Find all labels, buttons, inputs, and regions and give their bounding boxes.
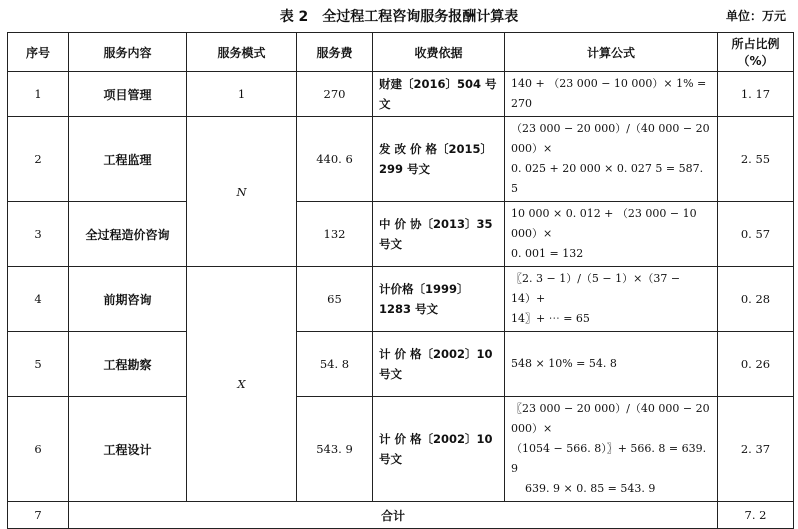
- row-content: 工程勘察: [69, 332, 187, 397]
- row-no: 2: [8, 117, 69, 202]
- row-formula: [505, 202, 718, 267]
- row-fee: 54. 8: [297, 332, 373, 397]
- table-row: [8, 397, 794, 502]
- formula-line: 548 × 10% = 54. 8: [511, 357, 617, 370]
- row-content: 全过程造价咨询: [69, 202, 187, 267]
- header-fee: 服务费: [297, 33, 373, 72]
- row-basis: 计 价 格〔2002〕10 号文: [373, 332, 505, 397]
- mode-x-cell: X: [187, 267, 297, 502]
- row-formula: [505, 332, 718, 397]
- formula-line: 639. 9 × 0. 85 = 543. 9: [525, 482, 656, 495]
- row-content: 工程监理: [69, 117, 187, 202]
- row-content: 前期咨询: [69, 267, 187, 332]
- fee-calculation-table: [7, 32, 794, 529]
- row-no: 3: [8, 202, 69, 267]
- row-mode: 1: [187, 72, 297, 117]
- formula-line: 140 + （23 000 − 10 000）× 1% = 270: [511, 77, 707, 110]
- row-basis: 计 价 格〔2002〕10 号文: [373, 397, 505, 502]
- row-basis: 中 价 协〔2013〕35 号文: [373, 202, 505, 267]
- header-ratio: 所占比例（%）: [718, 33, 794, 72]
- row-formula: [505, 397, 718, 502]
- row-basis: 发 改 价 格〔2015〕299 号文: [373, 117, 505, 202]
- row-ratio: 2. 37: [718, 397, 794, 502]
- row-no: 5: [8, 332, 69, 397]
- table-row: [8, 202, 794, 267]
- formula-line: 〖2. 3 − 1）/（5 − 1）×（37 − 14）+: [511, 272, 681, 305]
- row-content: 工程设计: [69, 397, 187, 502]
- formula-line: 0. 025 + 20 000 × 0. 027 5 = 587. 5: [511, 162, 704, 195]
- row-formula: [505, 267, 718, 332]
- total-row: [8, 502, 794, 529]
- row-ratio: 0. 28: [718, 267, 794, 332]
- table-title: 表 2 全过程工程咨询服务报酬计算表: [279, 9, 519, 25]
- total-no: 7: [8, 502, 69, 529]
- table-row: [8, 267, 794, 332]
- row-fee: 543. 9: [297, 397, 373, 502]
- formula-line: 10 000 × 0. 012 + （23 000 − 10 000）×: [511, 207, 697, 240]
- row-fee: 440. 6: [297, 117, 373, 202]
- row-formula: [505, 72, 718, 117]
- table-row: [8, 72, 794, 117]
- formula-line: （23 000 − 20 000）/（40 000 − 20 000）×: [511, 122, 710, 155]
- unit-label: 单位：万元: [725, 9, 786, 23]
- row-formula: [505, 117, 718, 202]
- formula-line: 14〗+ ⋯ = 65: [511, 312, 590, 325]
- formula-line: 0. 001 = 132: [511, 247, 584, 260]
- row-basis: 财建〔2016〕504 号文: [373, 72, 505, 117]
- header-formula: 计算公式: [505, 33, 718, 72]
- row-fee: 270: [297, 72, 373, 117]
- header-no: 序号: [8, 33, 69, 72]
- row-no: 6: [8, 397, 69, 502]
- formula-line: 〖23 000 − 20 000）/（40 000 − 20 000）×: [511, 402, 710, 435]
- header-row: [8, 33, 794, 72]
- row-no: 4: [8, 267, 69, 332]
- mode-n-cell: N: [187, 117, 297, 267]
- header-mode: 服务模式: [187, 33, 297, 72]
- row-fee: 65: [297, 267, 373, 332]
- header-basis: 收费依据: [373, 33, 505, 72]
- header-content: 服务内容: [69, 33, 187, 72]
- table-row: [8, 332, 794, 397]
- formula-line: （1054 − 566. 8）〗+ 566. 8 = 639. 9: [511, 442, 707, 475]
- table-caption-row: [0, 0, 798, 30]
- row-content: 项目管理: [69, 72, 187, 117]
- row-ratio: 0. 26: [718, 332, 794, 397]
- row-ratio: 0. 57: [718, 202, 794, 267]
- row-ratio: 2. 55: [718, 117, 794, 202]
- total-ratio: 7. 2: [718, 502, 794, 529]
- row-no: 1: [8, 72, 69, 117]
- table-row: [8, 117, 794, 202]
- row-basis: 计价格〔1999〕1283 号文: [373, 267, 505, 332]
- row-ratio: 1. 17: [718, 72, 794, 117]
- row-fee: 132: [297, 202, 373, 267]
- total-label: 合计: [69, 502, 718, 529]
